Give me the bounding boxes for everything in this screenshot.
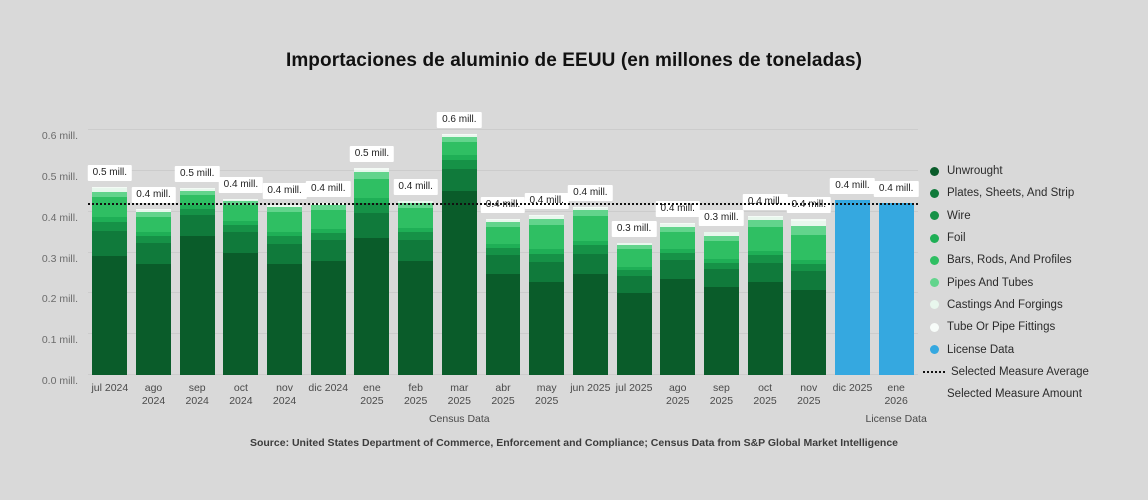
bar-segment[interactable] (617, 276, 652, 294)
bar-group[interactable] (660, 110, 695, 375)
x-axis-tick-label (437, 382, 481, 408)
bar-group[interactable] (180, 110, 215, 375)
bar-segment[interactable] (704, 287, 739, 375)
x-axis-tick-label (481, 382, 525, 408)
bar-segment[interactable] (136, 217, 171, 232)
bar-group[interactable] (136, 110, 171, 375)
stacked-bar[interactable] (791, 219, 826, 375)
x-axis-tick-line2: 2024 (229, 395, 253, 407)
stacked-bar[interactable] (311, 203, 346, 375)
bar-segment[interactable] (354, 179, 389, 199)
x-axis-tick-label (743, 382, 787, 408)
legend-item-label: Wire (947, 209, 971, 222)
bar-value-label: 0.5 mill. (350, 146, 394, 162)
bar-segment[interactable] (136, 236, 171, 243)
axis-group-caption: License Data (865, 413, 927, 425)
stacked-bar[interactable] (704, 232, 739, 376)
bar-segment[interactable] (660, 279, 695, 375)
bar-segment[interactable] (354, 213, 389, 238)
bar-segment[interactable] (92, 231, 127, 256)
bar-segment[interactable] (835, 200, 870, 375)
x-axis-tick-line2: 2025 (797, 395, 821, 407)
bar-segment[interactable] (92, 256, 127, 375)
legend-item[interactable] (930, 361, 1140, 383)
legend-item[interactable] (930, 316, 1140, 338)
x-axis-tick-label (350, 382, 394, 408)
bar-segment[interactable] (136, 264, 171, 375)
legend-item[interactable] (930, 182, 1140, 204)
stacked-bar[interactable] (136, 209, 171, 375)
bar-group[interactable] (354, 110, 389, 375)
bar-segment[interactable] (398, 208, 433, 228)
bar-group[interactable] (223, 110, 258, 375)
legend-item-label: Unwrought (947, 165, 1003, 178)
stacked-bar[interactable] (660, 223, 695, 375)
legend-item-label: Selected Measure Amount (947, 388, 1082, 401)
bar-group[interactable] (879, 110, 914, 375)
legend-item[interactable] (930, 205, 1140, 227)
x-axis-tick-line1: jun 2025 (570, 382, 611, 394)
bar-group[interactable] (748, 110, 783, 375)
bar-value-label: 0.6 mill. (437, 112, 481, 128)
bar-segment[interactable] (223, 232, 258, 252)
x-axis-tick-label (700, 382, 744, 408)
bar-value-label: 0.4 mill. (306, 181, 350, 197)
bar-segment[interactable] (791, 290, 826, 375)
x-axis-tick-label (525, 382, 569, 408)
bar-segment[interactable] (486, 248, 521, 255)
bar-segment[interactable] (311, 261, 346, 375)
legend-item[interactable] (930, 383, 1140, 405)
bar-segment[interactable] (223, 205, 258, 220)
bar-segment[interactable] (354, 238, 389, 375)
x-axis-tick-label (306, 382, 350, 395)
bar-value-label: 0.4 mill. (655, 201, 699, 217)
x-axis-tick-line1: sep (712, 382, 730, 394)
bar-group[interactable] (529, 110, 564, 375)
bar-group[interactable] (573, 110, 608, 375)
x-axis-tick-label (219, 382, 263, 408)
stacked-bar[interactable] (486, 219, 521, 375)
stacked-bar[interactable] (529, 215, 564, 375)
color-swatch-icon (930, 323, 939, 332)
bar-segment[interactable] (223, 253, 258, 375)
plot-area: 0.0 mill. 0.1 mill. 0.2 mill. 0.3 mill. 0.4 mill. 0.5 mill. 0.6 mill. 0.5 mill. jul 2024 0.4 mill. ago 2024 0.5 mill. sep 2024 0.4 mill. oct 2024 0.4 mill. nov 2024 0.4 mill. dic 2024 0.5 mill. ene 2025 0.4 mill. feb 2025 0.6 mill. mar 2025 0.4 mill. abr 2025 0.4 mill. may 2025 0.4 mill. jun 2025 0.3 mill. jul 2025 0.4 mill. ago 2025 0.3 mill. sep 2025 0.4 mill. oct 2025 0.4 mill. nov 2025 0.4 mill. dic 2025 0.4 mill. ene 2026 Census Data License Data (88, 110, 918, 375)
bar-segment[interactable] (573, 254, 608, 274)
stacked-bar[interactable] (398, 201, 433, 375)
x-axis-tick-line1: sep (188, 382, 206, 394)
bar-segment[interactable] (311, 240, 346, 260)
bar-value-label: 0.4 mill. (262, 183, 306, 199)
x-axis-tick-label (132, 382, 176, 408)
x-axis-tick-line1: oct (758, 382, 773, 394)
bar-segment[interactable] (267, 244, 302, 264)
x-axis-tick-line2: 2025 (447, 395, 471, 407)
bar-segment[interactable] (442, 142, 477, 155)
x-axis-tick-line1: ago (144, 382, 163, 394)
bar-segment[interactable] (311, 233, 346, 240)
color-swatch-icon (930, 189, 939, 198)
bar-segment[interactable] (398, 240, 433, 261)
bar-segment[interactable] (791, 271, 826, 290)
bar-segment[interactable] (791, 264, 826, 271)
legend-item-label: License Data (947, 343, 1015, 356)
bar-segment[interactable] (398, 232, 433, 239)
bar-segment[interactable] (791, 226, 826, 235)
x-axis-tick-line1: jul 2025 (615, 382, 653, 394)
stacked-bar[interactable] (180, 188, 215, 375)
bar-segment[interactable] (486, 255, 521, 274)
page-title: Importaciones de aluminio de EEUU (en millones de toneladas) (285, 50, 863, 71)
bar-segment[interactable] (311, 210, 346, 229)
bar-value-label: 0.3 mill. (699, 210, 743, 226)
legend-item[interactable] (930, 249, 1140, 271)
bar-group[interactable] (791, 110, 826, 375)
legend-item-label: Plates, Sheets, And Strip (947, 187, 1075, 200)
bar-group[interactable] (442, 110, 477, 375)
x-axis-tick-line1: may (536, 382, 557, 394)
legend-item-label: Foil (947, 232, 966, 245)
bar-value-label: 0.4 mill. (874, 181, 918, 197)
bar-segment[interactable] (180, 215, 215, 236)
bar-segment[interactable] (529, 282, 564, 375)
bar-value-label: 0.4 mill. (787, 197, 831, 213)
bar-segment[interactable] (442, 191, 477, 375)
x-axis-tick-line2: 2025 (360, 395, 384, 407)
color-swatch-icon (930, 167, 939, 176)
bar-group[interactable] (704, 110, 739, 375)
bar-segment[interactable] (529, 262, 564, 282)
bar-segment[interactable] (704, 269, 739, 287)
legend-item[interactable] (930, 160, 1140, 182)
x-axis-tick-line1: nov (800, 382, 818, 394)
bar-segment[interactable] (791, 235, 826, 260)
bar-group[interactable] (486, 110, 521, 375)
x-axis-tick-line2: 2025 (534, 395, 559, 407)
x-axis-tick-line1: mar (450, 382, 469, 394)
bar-segment[interactable] (660, 260, 695, 279)
x-axis-tick-line2: 2025 (753, 395, 777, 407)
legend-item[interactable] (930, 294, 1140, 316)
legend-item[interactable] (930, 227, 1140, 249)
x-axis-tick-line2: 2025 (491, 395, 515, 407)
color-swatch-icon (930, 345, 939, 354)
bar-value-label: 0.5 mill. (175, 166, 219, 182)
dotted-line-icon (923, 371, 945, 373)
x-axis-tick-label (874, 382, 918, 408)
stacked-bar[interactable] (835, 200, 870, 375)
x-axis-tick-label (831, 382, 875, 395)
bar-segment[interactable] (486, 227, 521, 244)
bar-value-label: 0.4 mill. (743, 194, 787, 210)
legend-item-label: Castings And Forgings (947, 298, 1063, 311)
legend-item-label: Tube Or Pipe Fittings (947, 321, 1056, 334)
bar-value-label: 0.4 mill. (219, 177, 263, 193)
x-axis-tick-line2: 2026 (884, 395, 908, 407)
bar-segment[interactable] (92, 197, 127, 217)
stacked-bar[interactable] (442, 134, 477, 375)
bar-group[interactable] (835, 110, 870, 375)
x-axis-tick-line1: abr (495, 382, 511, 394)
bar-segment[interactable] (748, 263, 783, 282)
bar-segment[interactable] (223, 225, 258, 232)
bar-segment[interactable] (529, 225, 564, 249)
bar-segment[interactable] (486, 274, 521, 375)
stacked-bar[interactable] (92, 187, 127, 375)
stacked-bar[interactable] (617, 243, 652, 376)
color-swatch-icon (930, 300, 939, 309)
bar-segment[interactable] (617, 249, 652, 266)
bar-segment[interactable] (704, 241, 739, 259)
x-axis-tick-line2: 2024 (272, 395, 297, 407)
x-axis-tick-line1: feb (408, 382, 423, 394)
bar-segment[interactable] (267, 264, 302, 375)
color-swatch-icon (930, 211, 939, 220)
legend-item-label: Bars, Rods, And Profiles (947, 254, 1072, 267)
x-axis-tick-label (394, 382, 438, 408)
bar-segment[interactable] (398, 261, 433, 375)
x-axis-tick-line1: ago (668, 382, 687, 394)
bar-value-label: 0.4 mill. (524, 193, 568, 209)
bar-segment[interactable] (573, 216, 608, 241)
bar-segment[interactable] (660, 253, 695, 260)
x-axis-tick-line2: 2025 (403, 395, 428, 407)
x-axis-tick-label (263, 382, 307, 408)
bar-segment[interactable] (180, 236, 215, 375)
x-axis-tick-label (88, 382, 132, 395)
chart-legend (930, 160, 1140, 405)
bar-group[interactable] (311, 110, 346, 375)
bar-value-label: 0.5 mill. (88, 165, 132, 181)
bar-segment[interactable] (267, 236, 302, 243)
stacked-bar[interactable] (748, 216, 783, 375)
x-axis-tick-line1: dic 2024 (308, 382, 349, 394)
bar-group[interactable] (267, 110, 302, 375)
color-swatch-icon (930, 278, 939, 287)
source-note: Source: United States Department of Commerce, Enforcement and Compliance; Census Data from S&P Global Market Intelligence (249, 437, 899, 449)
stacked-bar[interactable] (573, 207, 608, 375)
x-axis-tick-line1: oct (233, 382, 248, 394)
bar-value-label: 0.4 mill. (481, 197, 525, 213)
legend-item-label: Pipes And Tubes (947, 276, 1034, 289)
bar-segment[interactable] (748, 227, 783, 251)
bar-segment[interactable] (617, 293, 652, 375)
bar-segment[interactable] (92, 222, 127, 231)
stacked-bar[interactable] (879, 203, 914, 375)
stacked-bar[interactable] (354, 168, 389, 375)
legend-item[interactable] (930, 271, 1140, 293)
stacked-bar[interactable] (223, 199, 258, 375)
bar-segment[interactable] (573, 245, 608, 253)
x-axis-tick-line1: dic 2025 (832, 382, 873, 394)
bar-segment[interactable] (879, 203, 914, 375)
stacked-bar[interactable] (267, 205, 302, 375)
bar-group[interactable] (92, 110, 127, 375)
bar-segment[interactable] (573, 274, 608, 375)
bar-segment[interactable] (267, 212, 302, 232)
bar-segment[interactable] (136, 243, 171, 264)
x-axis-tick-label (787, 382, 831, 408)
bar-segment[interactable] (442, 169, 477, 191)
x-axis-tick-label (569, 382, 613, 395)
bar-value-label: 0.4 mill. (568, 185, 612, 201)
x-axis-tick-label (175, 382, 219, 408)
legend-item-label: Selected Measure Average (951, 365, 1089, 378)
bar-value-label: 0.3 mill. (612, 221, 656, 237)
bar-segment[interactable] (748, 282, 783, 375)
x-axis-tick-line1: nov (276, 382, 294, 394)
x-axis-tick-line2: 2025 (666, 395, 690, 407)
bar-segment[interactable] (529, 254, 564, 262)
x-axis-tick-label (656, 382, 700, 408)
average-reference-line (88, 203, 918, 205)
bar-segment[interactable] (442, 160, 477, 169)
x-axis-tick-label (612, 382, 656, 395)
bar-segment[interactable] (660, 232, 695, 250)
color-swatch-icon (930, 234, 939, 243)
bar-segment[interactable] (748, 255, 783, 263)
bar-group[interactable] (617, 110, 652, 375)
color-swatch-icon (930, 256, 939, 265)
bar-value-label: 0.4 mill. (830, 178, 874, 194)
axis-group-caption: Census Data (428, 413, 490, 425)
x-axis-tick-line2: 2024 (141, 395, 166, 407)
bar-value-label: 0.4 mill. (393, 179, 437, 195)
bar-group[interactable] (398, 110, 433, 375)
x-axis-tick-line1: jul 2024 (91, 382, 129, 394)
x-axis-tick-line2: 2024 (185, 395, 209, 407)
legend-item[interactable] (930, 338, 1140, 360)
x-axis-tick-line2: 2025 (709, 395, 734, 407)
x-axis-tick-line1: ene (887, 382, 905, 394)
bar-value-label: 0.4 mill. (131, 187, 175, 203)
x-axis-tick-line1: ene (363, 382, 381, 394)
